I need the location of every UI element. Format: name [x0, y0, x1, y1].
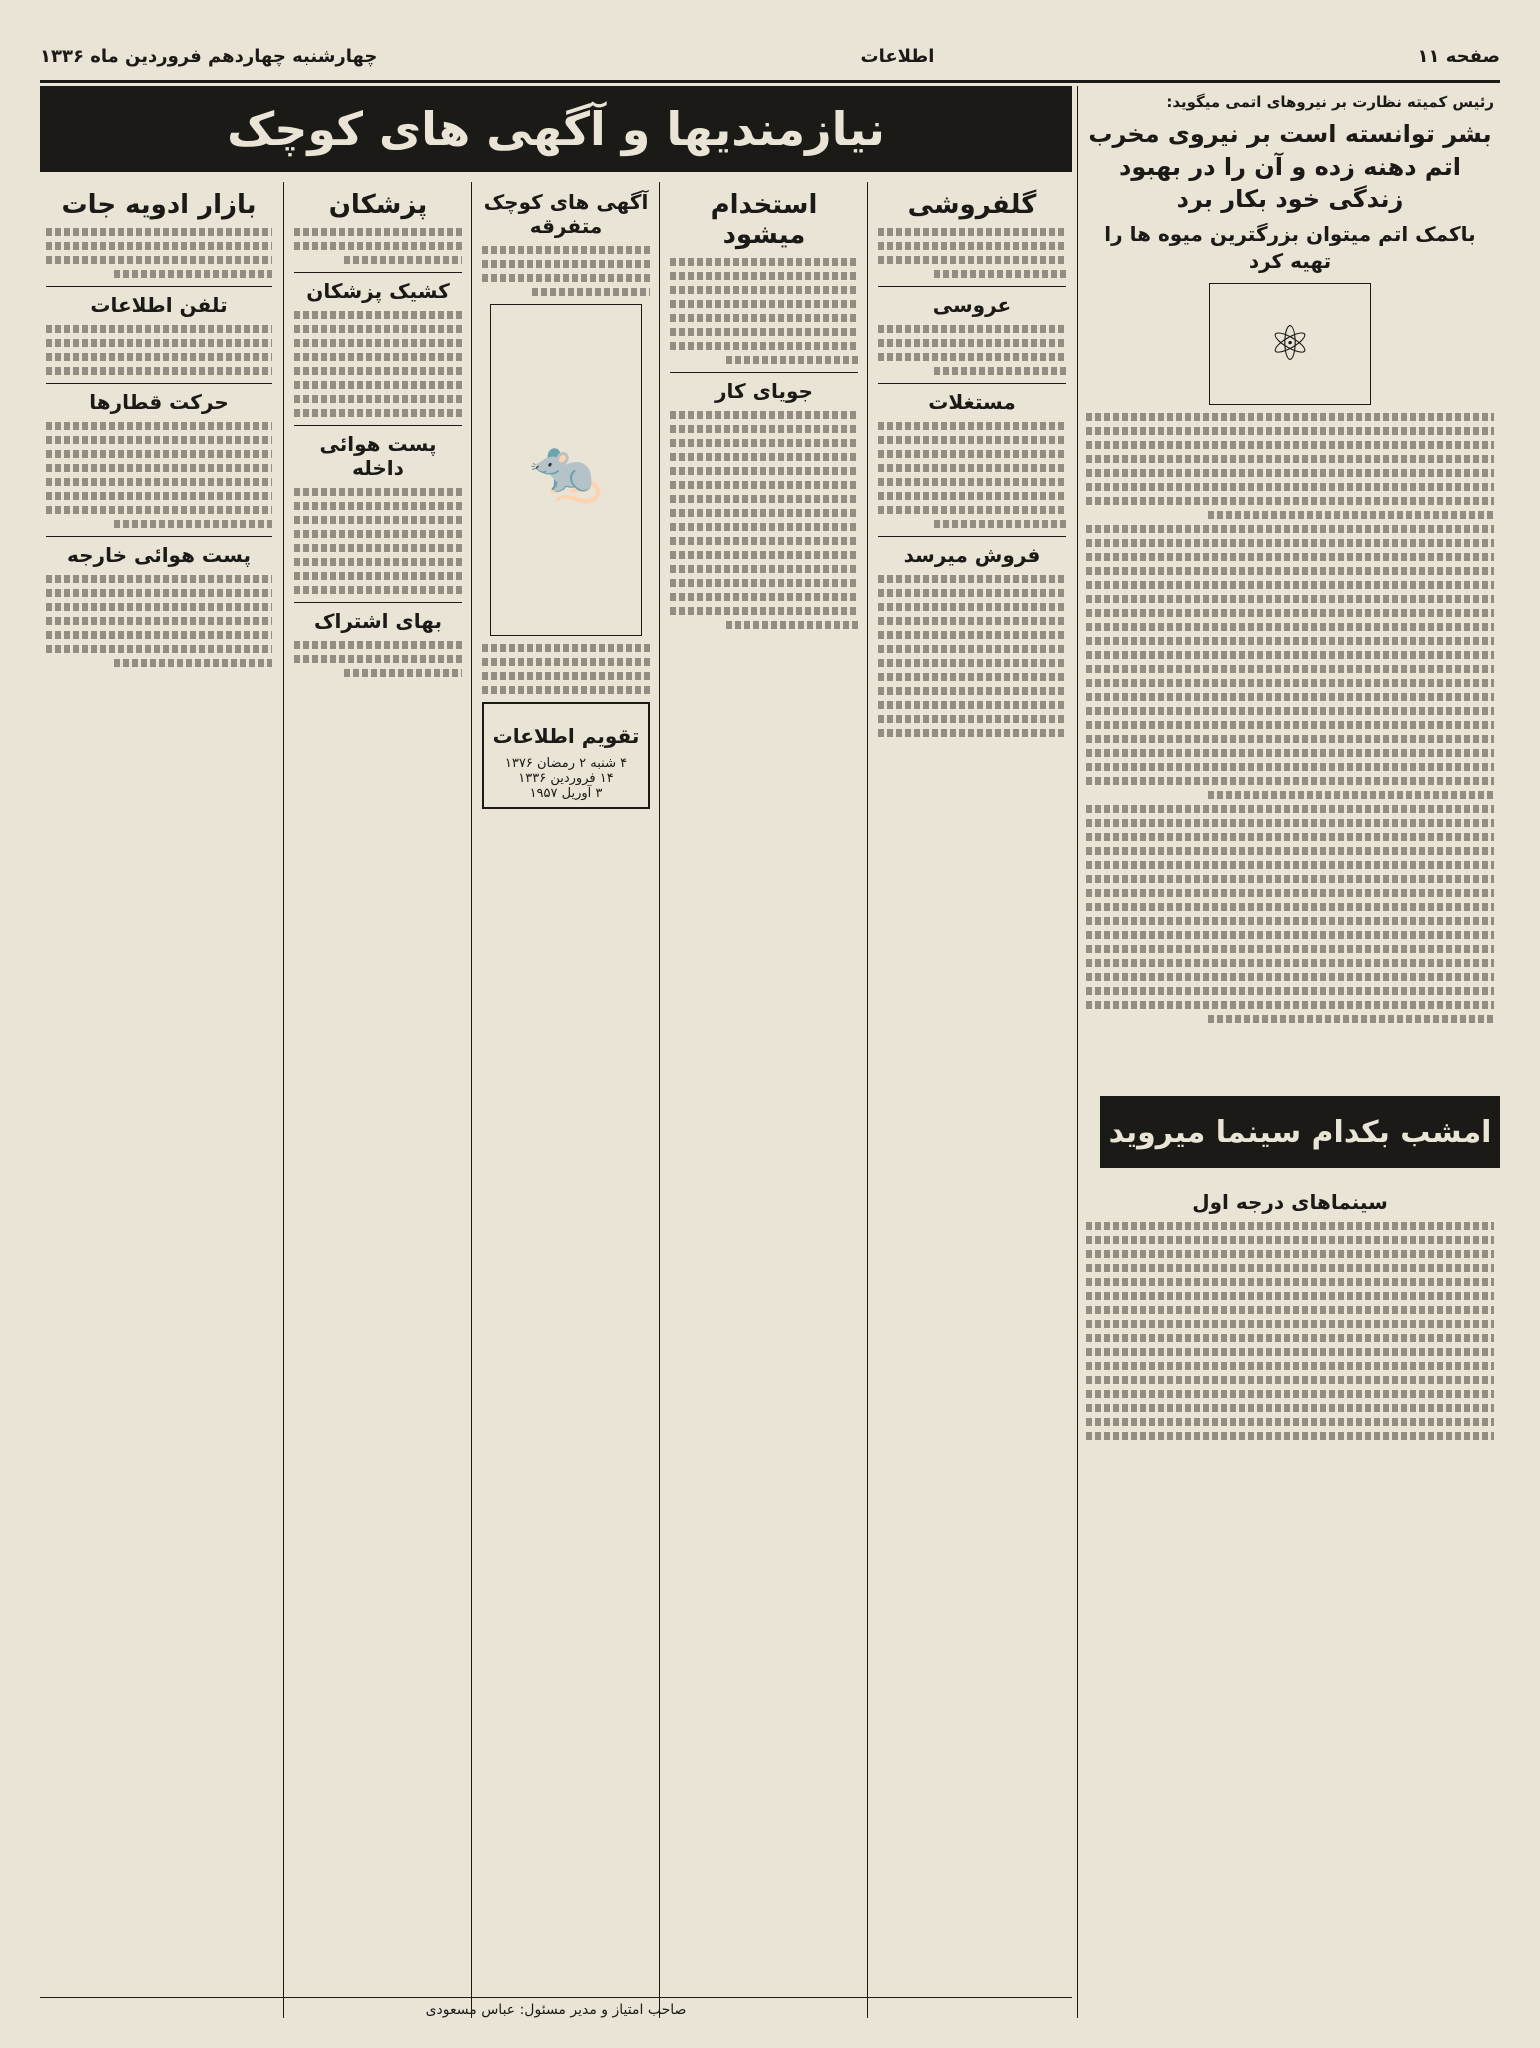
job-seek-heading: جویای کار: [670, 372, 858, 403]
date-line: چهارشنبه چهاردهم فروردین ماه ۱۳۳۶: [40, 45, 378, 67]
calendar-heading: تقویم اطلاعات: [492, 724, 640, 748]
paper-name: اطلاعات: [860, 45, 935, 67]
wedding-heading: عروسی: [878, 286, 1066, 317]
classifieds-banner: نیازمندیها و آگهی های کوچک: [40, 86, 1072, 172]
domestic-air-heading: پست هوائی داخله: [294, 425, 462, 480]
rent-heading: مستغلات: [878, 383, 1066, 414]
lead-body: [1086, 413, 1494, 1023]
first-class-heading: سینماهای درجه اول: [1192, 1190, 1388, 1214]
bazaar-heading: بازار ادویه جات: [61, 190, 257, 220]
hiring-heading: استخدام میشود: [710, 190, 818, 250]
services-column: [40, 182, 278, 2018]
masthead: [40, 40, 1500, 83]
flowers-heading: گلفروشی: [907, 190, 1037, 220]
cinema-listings: [1080, 1176, 1500, 1978]
page-number: صفحه ۱۱: [1417, 45, 1500, 67]
flowers-column: [872, 182, 1072, 2018]
doctors-column: [288, 182, 468, 2018]
rat-illustration-icon: 🐀: [490, 304, 642, 636]
calendar-box: [482, 702, 650, 809]
info-phone-heading: تلفن اطلاعات: [46, 286, 272, 317]
clinic-heading: کشیک پزشکان: [294, 272, 462, 303]
sale-heading: فروش میرسد: [878, 536, 1066, 567]
small-ads-column: [476, 182, 656, 2018]
lead-subhead: باکمک اتم میتوان بزرگترین میوه ها را تهیه کرد: [1104, 222, 1476, 274]
lead-kicker: رئیس کمیته نظارت بر نیروهای اتمی میگوید:: [1166, 93, 1494, 111]
small-ads-heading: آگهی های کوچک متفرقه: [483, 190, 649, 238]
foreign-air-heading: پست هوائی خارجه: [46, 536, 272, 567]
footer-credit: صاحب امتیاز و مدیر مسئول: عباس مسعودی: [40, 1997, 1072, 2018]
subscription-heading: بهای اشتراک: [294, 602, 462, 633]
calendar-line3: ۳ آوریل ۱۹۵۷: [529, 786, 603, 801]
calendar-line2: ۱۴ فروردین ۱۳۳۶: [518, 771, 614, 786]
hiring-column: [664, 182, 864, 2018]
atom-globe-icon: ⚛: [1209, 283, 1371, 405]
lead-headline: بشر توانسته است بر نیروی مخرب اتم دهنه زده و آن را در بهبود زندگی خود بکار برد: [1088, 120, 1492, 214]
doctors-heading: پزشکان: [328, 190, 428, 220]
cinema-banner: امشب بکدام سینما میروید: [1100, 1096, 1500, 1168]
trains-heading: حرکت قطارها: [46, 383, 272, 414]
calendar-line1: ۴ شنبه ۲ رمضان ۱۳۷۶: [504, 756, 628, 771]
